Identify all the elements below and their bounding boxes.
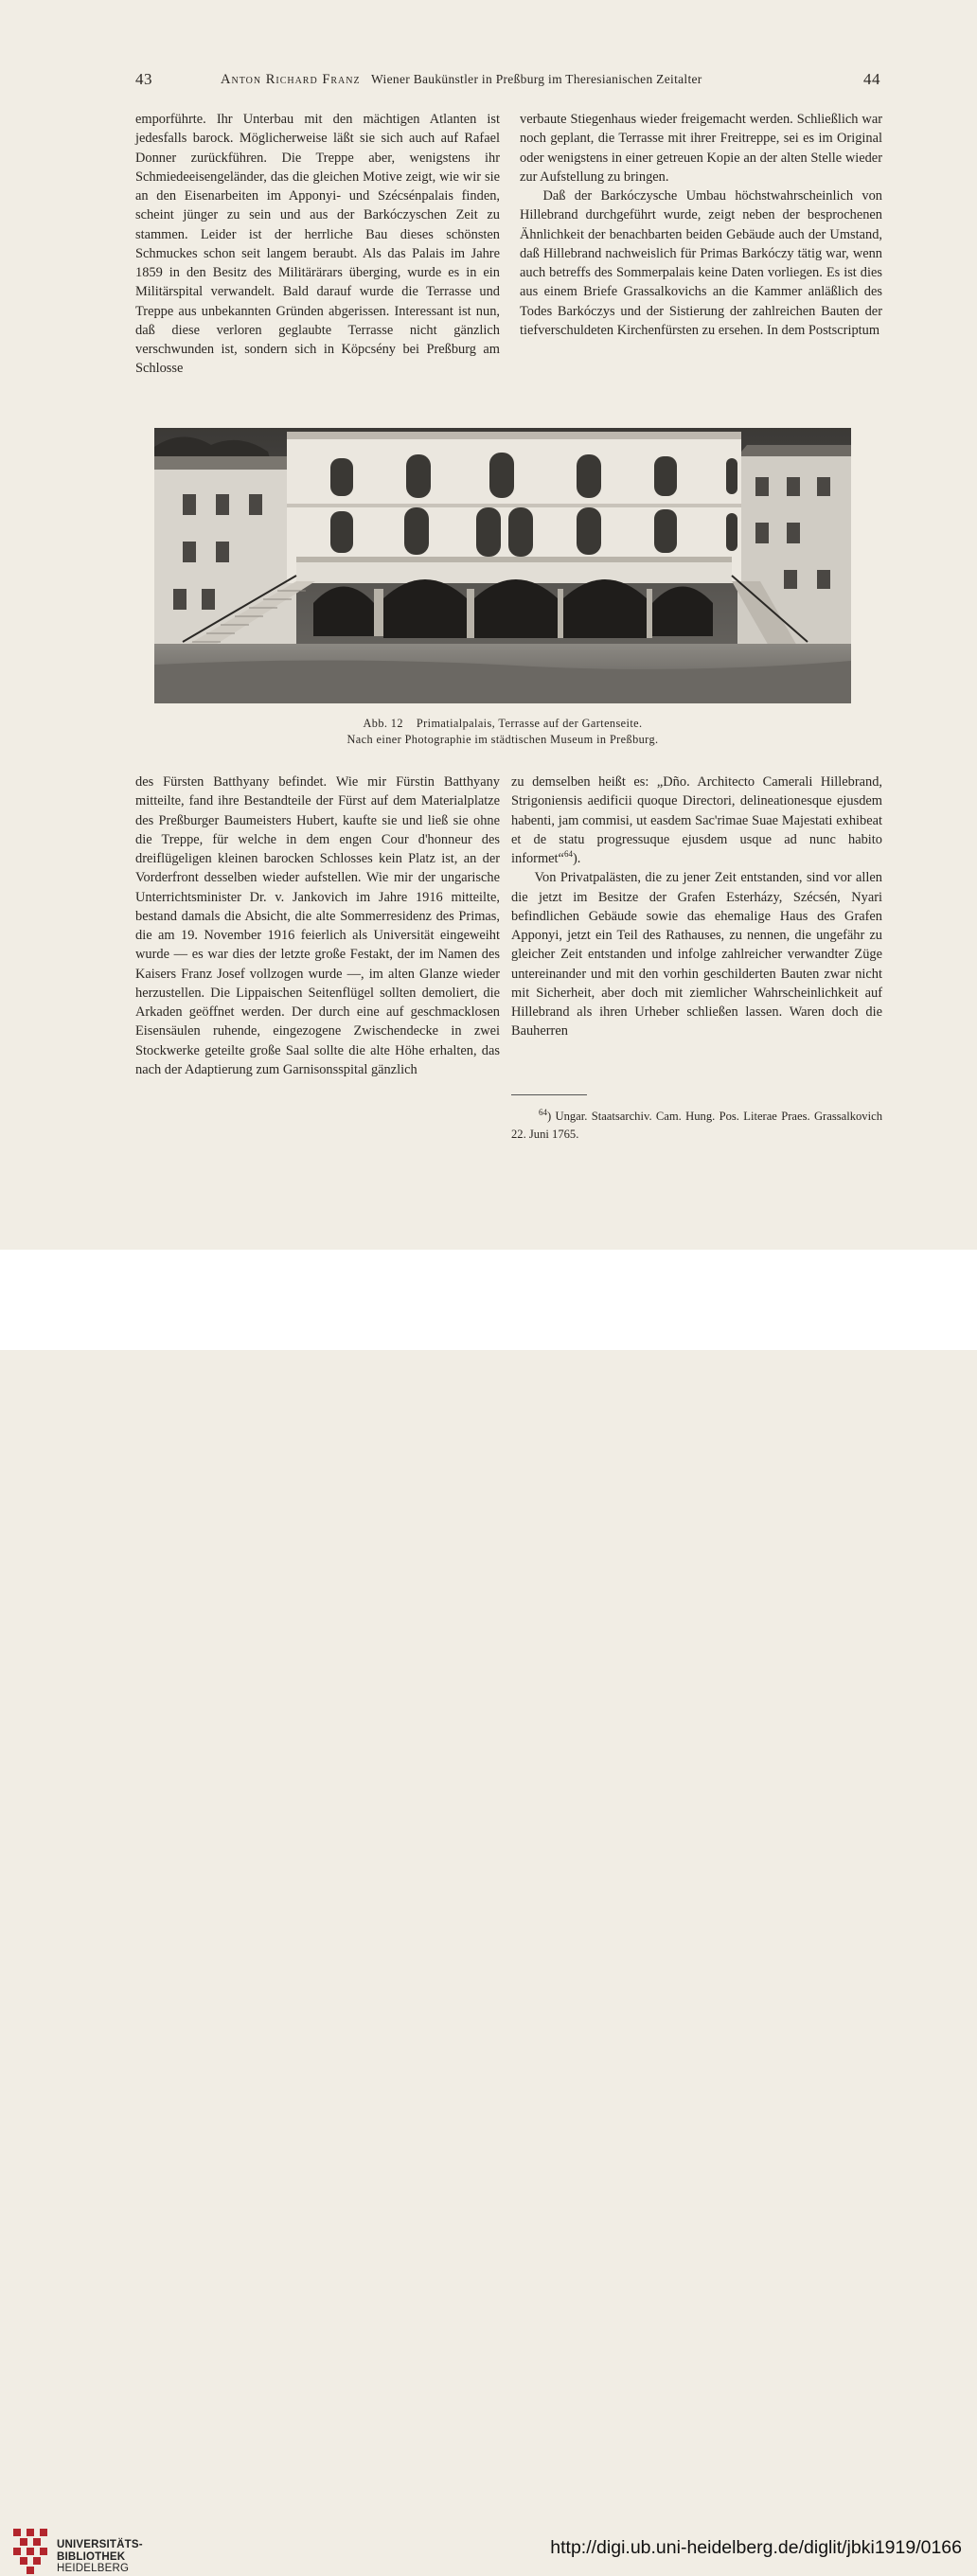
paragraph: des Fürsten Batthyany befindet. Wie mir Fürstin Batthyany mitteilte, fand ihre Bestandteile der Fürst auf dem Materialplatze des Preßburger Baumeisters Hubert, kaufte sie und ließ sie ohne die Treppe, für welche in dem engen Cour d'honneur des dreiflügeligen kleinen barocken Schlosses kein Platz ist, an der Vorderfront desselben wieder aufstellen. Wie mir der ungarische Unterrichtsminister Dr. v. Jankovich im Jahre 1916 mitteilte, bestand damals die Absicht, die alte Sommerresidenz des Primas, die am 19. November 1916 feierlich als Universität eingeweiht wurde — es war dies der letzte große Festakt, der im Namen des Kaisers Franz Josef vollzogen wurde —, im alten Glanze wieder herzustellen. Die Lippaischen Seitenflügel sollten demoliert, die Arkaden geöffnet werden. Der durch eine auf geschmacklosen Eisensäulen ruhende, eingezogene Zwischendecke in zwei Stockwerke geteilte große Saal sollte die alte Höhe erhalten, das nach der Adaptierung zum Garnisonsspital gänzlich: [135, 774, 500, 1077]
library-line-1: UNIVERSITÄTS-: [57, 2539, 143, 2550]
text-column-top-left: [135, 110, 500, 379]
digitization-footer: [0, 1250, 977, 2574]
running-header: [221, 72, 826, 88]
footnote-marker: 64: [538, 1107, 547, 1117]
caption-line-1: [154, 716, 851, 732]
footnote-rule: [511, 1094, 587, 1095]
footnote-body: [511, 1108, 882, 1144]
quote-end: ).: [572, 851, 581, 866]
footnote: [511, 1108, 882, 1144]
paragraph: Von Privatpalästen, die zu jener Zeit entstanden, sind vor allen die jetzt im Besitze der Grafen Esterházy, Szécsén, Nyari befindlichen Gebäude sowie das ehemalige Haus des Grafen Apponyi, jetzt ein Teil des Rathauses, zu nennen, die ungefähr zu gleicher Zeit entstanden und infolge zahlreicher verwandter Züge untereinander und mit den vorhin geschilderten Bauten zwar nicht mit Sicherheit, aber doch mit ziemlicher Wahrscheinlichkeit auf Hillebrand als ihren Urheber schließen lassen. Waren doch die Bauherren: [511, 870, 882, 1039]
figure-caption: [154, 716, 851, 748]
source-url-link[interactable]: http://digi.ub.uni-heidelberg.de/diglit/jbki1919/0166: [550, 2537, 962, 2558]
library-name: [57, 2539, 143, 2575]
figure-label: Abb. 12: [363, 717, 403, 730]
palace-photo-illustration: [154, 428, 851, 703]
university-seal-icon: [11, 2527, 49, 2576]
footnote-text: ) Ungar. Staatsarchiv. Cam. Hung. Pos. Literae Praes. Grassalkovich 22. Juni 1765.: [511, 1110, 882, 1141]
library-line-3: HEIDELBERG: [57, 2563, 130, 2574]
caption-text: Primatialpalais, Terrasse auf der Gartenseite.: [416, 717, 643, 730]
footnote-ref: 64: [563, 849, 573, 860]
paragraph: emporführte. Ihr Unterbau mit den mächtigen Atlanten ist jedesfalls barock. Möglicherweise läßt sie sich auch auf Rafael Donner zurückführen. Die Treppe aber, wenigstens ihr Schmiedeeisengeländer, das die gleichen Motive zeigt, wie wir sie an den Eisenarbeiten im Apponyi- und Szécsénpalais finden, scheint jünger zu sein und aus der Barkóczyschen Zeit zu stammen. Leider ist der herrliche Bau dieses schönsten Schmuckes schon seit langem beraubt. Als das Palais im Jahre 1859 in den Besitz des Militärärars überging, wurde es in ein Militärspital verwandelt. Bald darauf wurde die Terrasse und Treppe aus unbekannten Gründen abgerissen. Interessant ist nun, daß diese verloren geglaubte Terrasse nicht gänzlich verschwunden ist, sondern sich in Köpcsény bei Preßburg am Schlosse: [135, 112, 500, 377]
text-column-bottom-right: [511, 773, 882, 1041]
scanned-page: [0, 0, 977, 1250]
quote-text: zu demselben heißt es: „Dño. Architecto Camerali Hillebrand, Strigoniensis aedificii quoque Directori, delineationesque ejusdem habenti, jam commisi, ut easdem Sac'rimae Suae Majestati exhibeat et de statu progressuque ejusdem usque ad nunc habito informet“: [511, 774, 882, 866]
paragraph: verbaute Stiegenhaus wieder freigemacht werden. Schließlich war noch geplant, die Terrasse mit ihrer Freitreppe, sei es im Original oder wenigstens in einer getreuen Kopie an der alten Stelle wieder zur Aufstellung zu bringen.: [520, 112, 882, 185]
paragraph: Daß der Barkóczysche Umbau höchstwahrscheinlich von Hillebrand durchgeführt wurde, zeigt neben der besprochenen Ähnlichkeit der benachbarten beiden Gebäude auch der Umstand, daß Hillebrand nachweislich für Primas Barkóczy tätig war, wenn auch betreffs des Sommerpalais keine Daten vorliegen. Es ist dies aus einem Briefe Grassalkovichs an die Kammer anläßlich des Todes Barkóczys und der Sistierung der zahlreichen Bauten der tiefverschuldeten Kirchenfürsten zu ersehen. In dem Postscriptum: [520, 188, 882, 338]
figure-photograph-palace-terrace: [154, 428, 851, 703]
page-number-right: 44: [863, 70, 880, 88]
paragraph: [511, 773, 882, 868]
library-line-2: BIBLIOTHEK: [57, 2550, 126, 2563]
caption-line-2: Nach einer Photographie im städtischen Museum in Preßburg.: [346, 733, 659, 746]
header-author: Anton Richard Franz: [221, 72, 361, 87]
text-column-bottom-left: [135, 773, 500, 1079]
page-number-left: 43: [135, 70, 152, 88]
text-column-top-right: [520, 110, 882, 340]
header-title: Wiener Baukünstler in Preßburg im Theresianischen Zeitalter: [371, 72, 702, 86]
